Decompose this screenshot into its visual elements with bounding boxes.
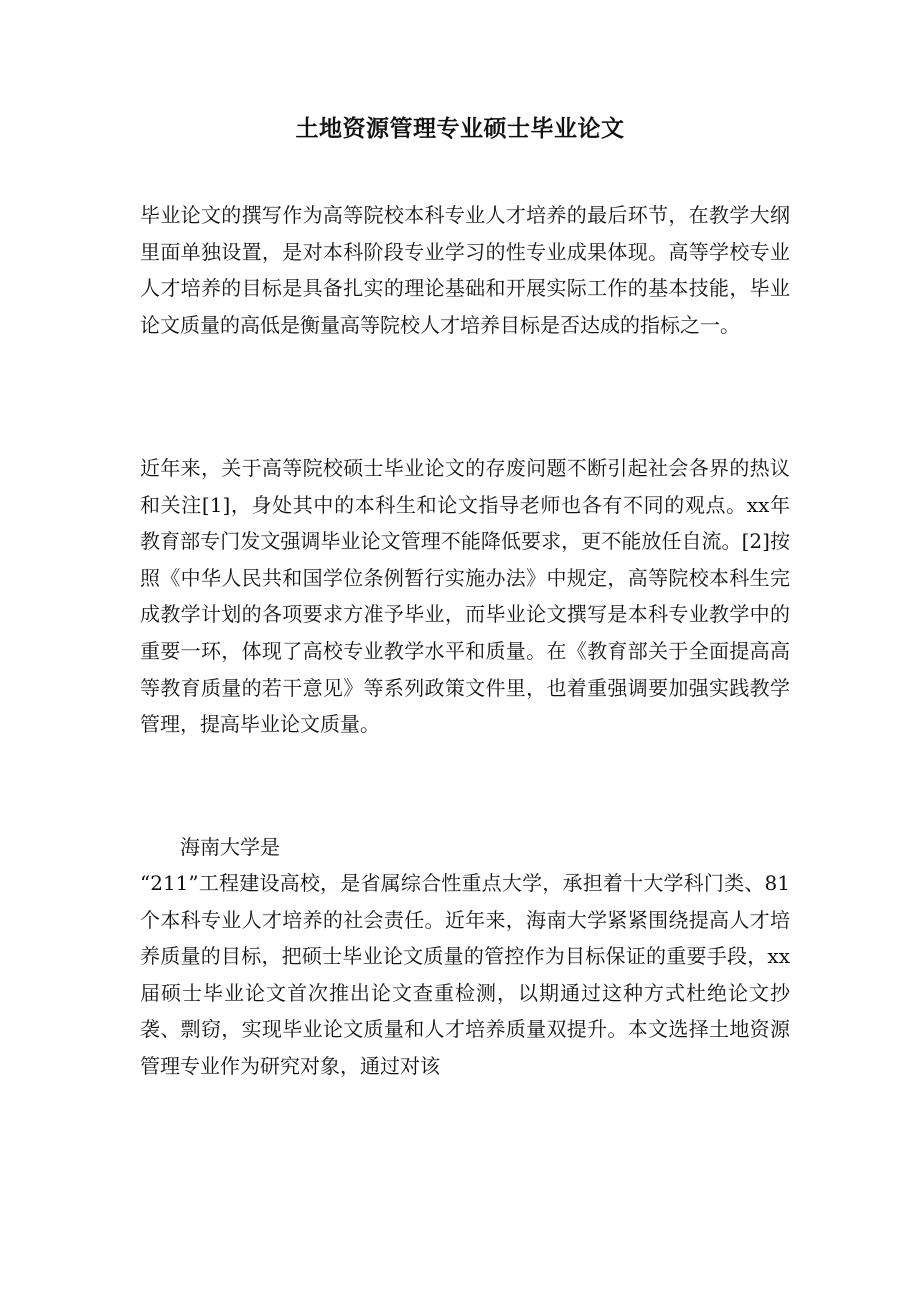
document-title: 土地资源管理专业硕士毕业论文 (295, 115, 625, 142)
paragraph-background: 近年来，关于高等院校硕士毕业论文的存废问题不断引起社会各界的热议和关注[1]，身处其中的本科生和论文指导老师也各有不同的观点。xx年教育部专门发文强调毕业论文管理不能降低要求，更不能放任自流。[2]按照《中华人民共和国学位条例暂行实施办法》中规定，高等院校本科生完成教学计划的各项要求方准予毕业，而毕业论文撰写是本科专业教学中的重要一环，体现了高校专业教学水平和质量。在《教育部关于全面提高高等教育质量的若干意见》等系列政策文件里，也着重强调要加强实践教学管理，提高毕业论文质量。 (140, 456, 790, 737)
paragraph-hainan-lead: 海南大学是 (180, 835, 280, 859)
paragraph-hainan-detail: “211”工程建设高校，是省属综合性重点大学，承担着十大学科门类、81个本科专业人才培养的社会责任。近年来，海南大学紧紧围绕提高人才培养质量的目标，把硕士毕业论文质量的管控作为目标保证的重要手段，xx届硕士毕业论文首次推出论文查重检测，以期通过这种方式杜绝论文抄袭、剽窃，实现毕业论文质量和人才培养质量双提升。本文选择土地资源管理专业作为研究对象，通过对该 (140, 871, 790, 1078)
paragraph-intro: 毕业论文的撰写作为高等院校本科专业人才培养的最后环节，在教学大纲里面单独设置，是对本科阶段专业学习的性专业成果体现。高等学校专业人才培养的目标是具备扎实的理论基础和开展实际工作的基本技能，毕业论文质量的高低是衡量高等院校人才培养目标是否达成的指标之一。 (140, 203, 790, 337)
